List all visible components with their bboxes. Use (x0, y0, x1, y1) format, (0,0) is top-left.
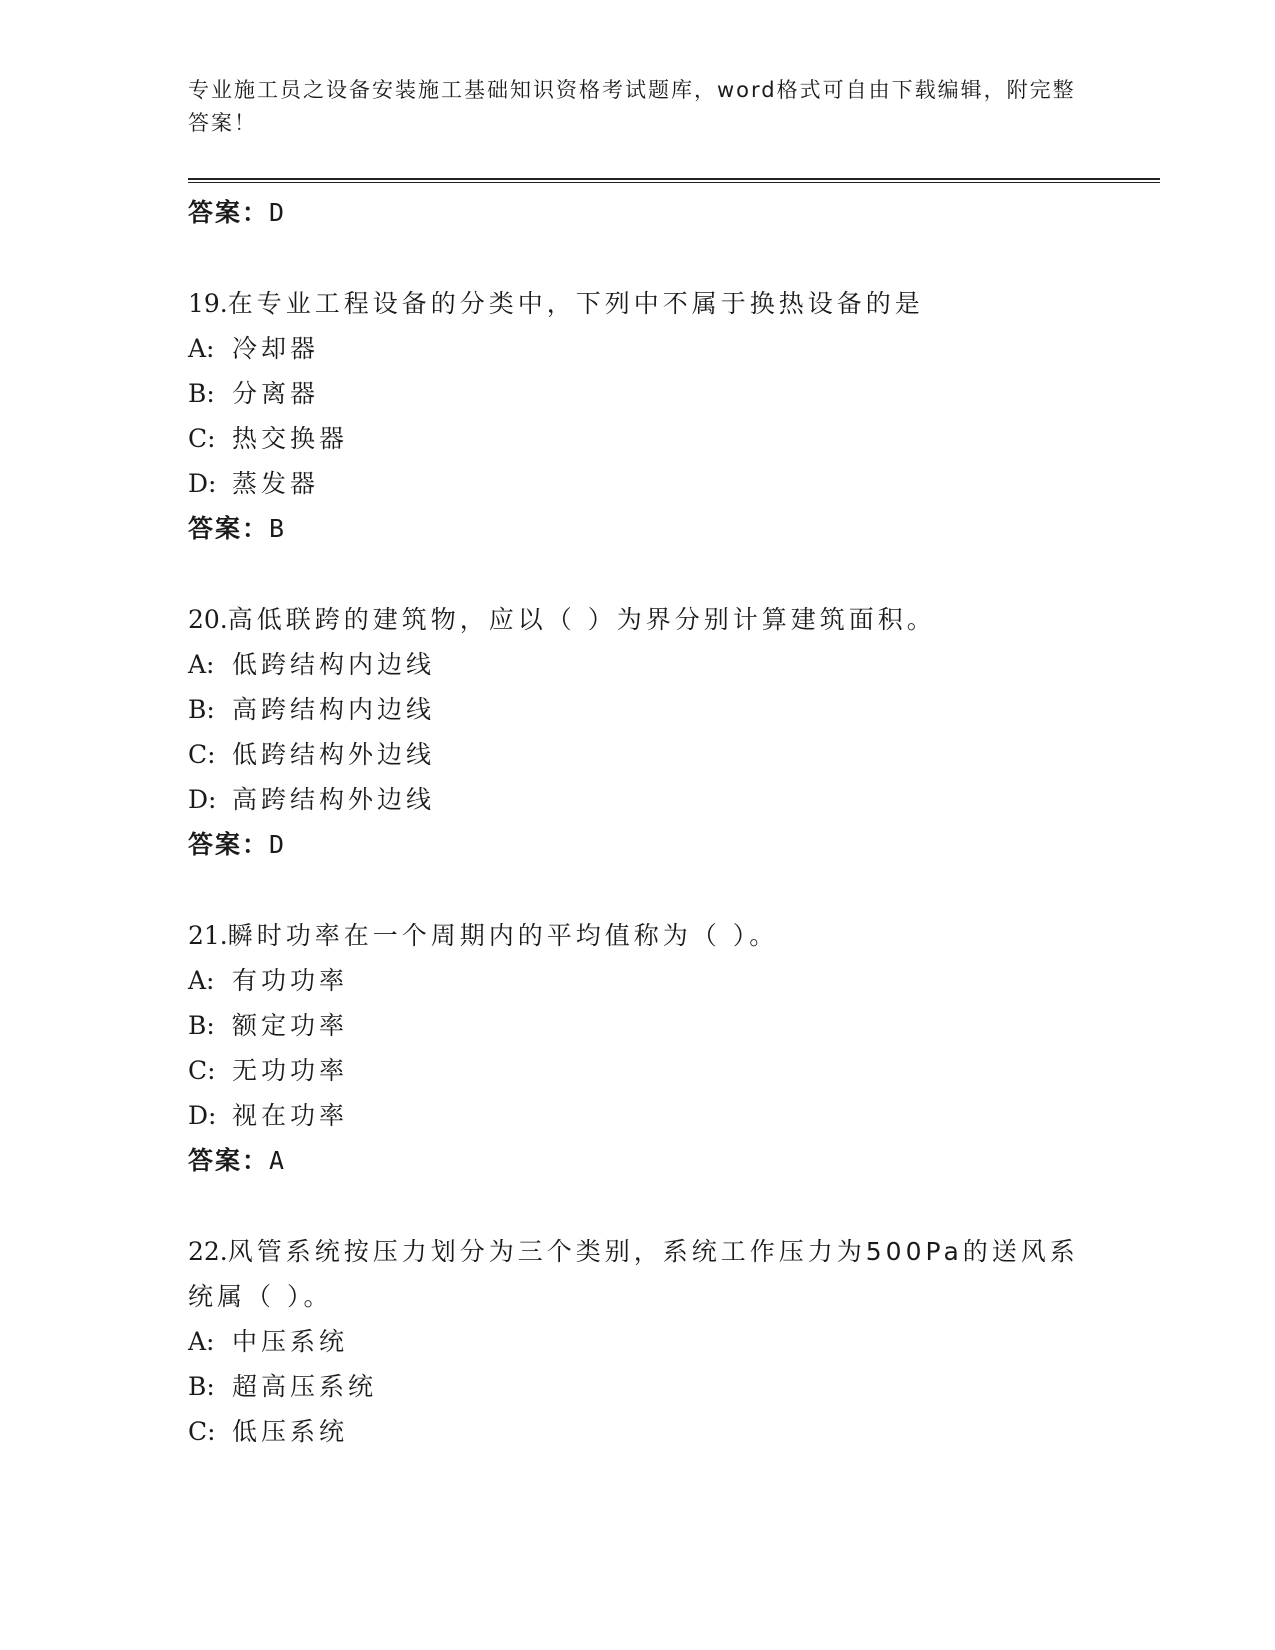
option-text: 低跨结构外边线 (232, 740, 436, 769)
option-letter: B: (188, 695, 215, 724)
answer-value: D (269, 830, 285, 859)
option-c (188, 732, 1088, 777)
option-b (188, 1364, 1088, 1409)
option-letter: B: (188, 379, 215, 408)
option-a (188, 1319, 1088, 1364)
question-stem (188, 913, 1088, 958)
document-body (188, 190, 1088, 1454)
question-number: 20. (188, 605, 228, 634)
option-d (188, 1093, 1088, 1138)
question-stem (188, 1229, 1088, 1319)
question-22 (188, 1229, 1088, 1454)
header-divider (188, 178, 1160, 183)
option-b (188, 371, 1088, 416)
option-a (188, 326, 1088, 371)
option-c (188, 1048, 1088, 1093)
option-letter: A: (188, 334, 215, 363)
option-text: 分离器 (232, 379, 320, 408)
option-text: 冷却器 (232, 334, 320, 363)
question-20 (188, 597, 1088, 867)
option-letter: C: (188, 1417, 216, 1446)
option-letter: A: (188, 966, 215, 995)
question-number: 21. (188, 921, 228, 950)
option-text: 低压系统 (232, 1417, 349, 1446)
option-letter: D: (188, 1101, 217, 1130)
option-text: 无功功率 (232, 1056, 349, 1085)
question-stem (188, 597, 1088, 642)
answer-line (188, 190, 1088, 235)
question-number: 22. (188, 1237, 228, 1266)
option-letter: C: (188, 740, 216, 769)
option-b (188, 687, 1088, 732)
option-letter: D: (188, 785, 217, 814)
answer-line (188, 822, 1088, 867)
question-text: 高低联跨的建筑物，应以（ ）为界分别计算建筑面积。 (227, 605, 936, 634)
question-number: 19. (188, 289, 228, 318)
option-text: 中压系统 (232, 1327, 349, 1356)
option-d (188, 461, 1088, 506)
option-letter: D: (188, 469, 217, 498)
question-text: 在专业工程设备的分类中，下列中不属于换热设备的是 (227, 289, 924, 318)
question-text: 风管系统按压力划分为三个类别，系统工作压力为500Pa的送风系统属（ ）。 (188, 1237, 1079, 1311)
option-text: 高跨结构外边线 (232, 785, 436, 814)
option-a (188, 642, 1088, 687)
question-21 (188, 913, 1088, 1183)
question-text: 瞬时功率在一个周期内的平均值称为（ ）。 (227, 921, 779, 950)
answer-value: B (269, 514, 285, 543)
question-19 (188, 281, 1088, 551)
option-text: 热交换器 (232, 424, 349, 453)
option-text: 额定功率 (232, 1011, 349, 1040)
option-text: 低跨结构内边线 (232, 650, 436, 679)
option-d (188, 777, 1088, 822)
option-letter: B: (188, 1372, 215, 1401)
option-text: 高跨结构内边线 (232, 695, 436, 724)
question-stem (188, 281, 1088, 326)
answer-label: 答案： (188, 514, 270, 543)
answer-value: D (269, 198, 285, 227)
option-a (188, 958, 1088, 1003)
option-letter: A: (188, 1327, 215, 1356)
option-letter: C: (188, 1056, 216, 1085)
option-letter: A: (188, 650, 215, 679)
option-letter: C: (188, 424, 216, 453)
answer-label: 答案： (188, 198, 270, 227)
option-letter: B: (188, 1011, 215, 1040)
option-text: 超高压系统 (232, 1372, 378, 1401)
option-b (188, 1003, 1088, 1048)
option-c (188, 416, 1088, 461)
option-text: 视在功率 (232, 1101, 349, 1130)
option-c (188, 1409, 1088, 1454)
answer-line (188, 506, 1088, 551)
option-text: 蒸发器 (232, 469, 320, 498)
answer-label: 答案： (188, 1146, 270, 1175)
page-header: 专业施工员之设备安装施工基础知识资格考试题库，word格式可自由下载编辑，附完整答案！ (188, 78, 1076, 135)
answer-label: 答案： (188, 830, 270, 859)
answer-value: A (269, 1146, 285, 1175)
option-text: 有功功率 (232, 966, 349, 995)
answer-line (188, 1138, 1088, 1183)
